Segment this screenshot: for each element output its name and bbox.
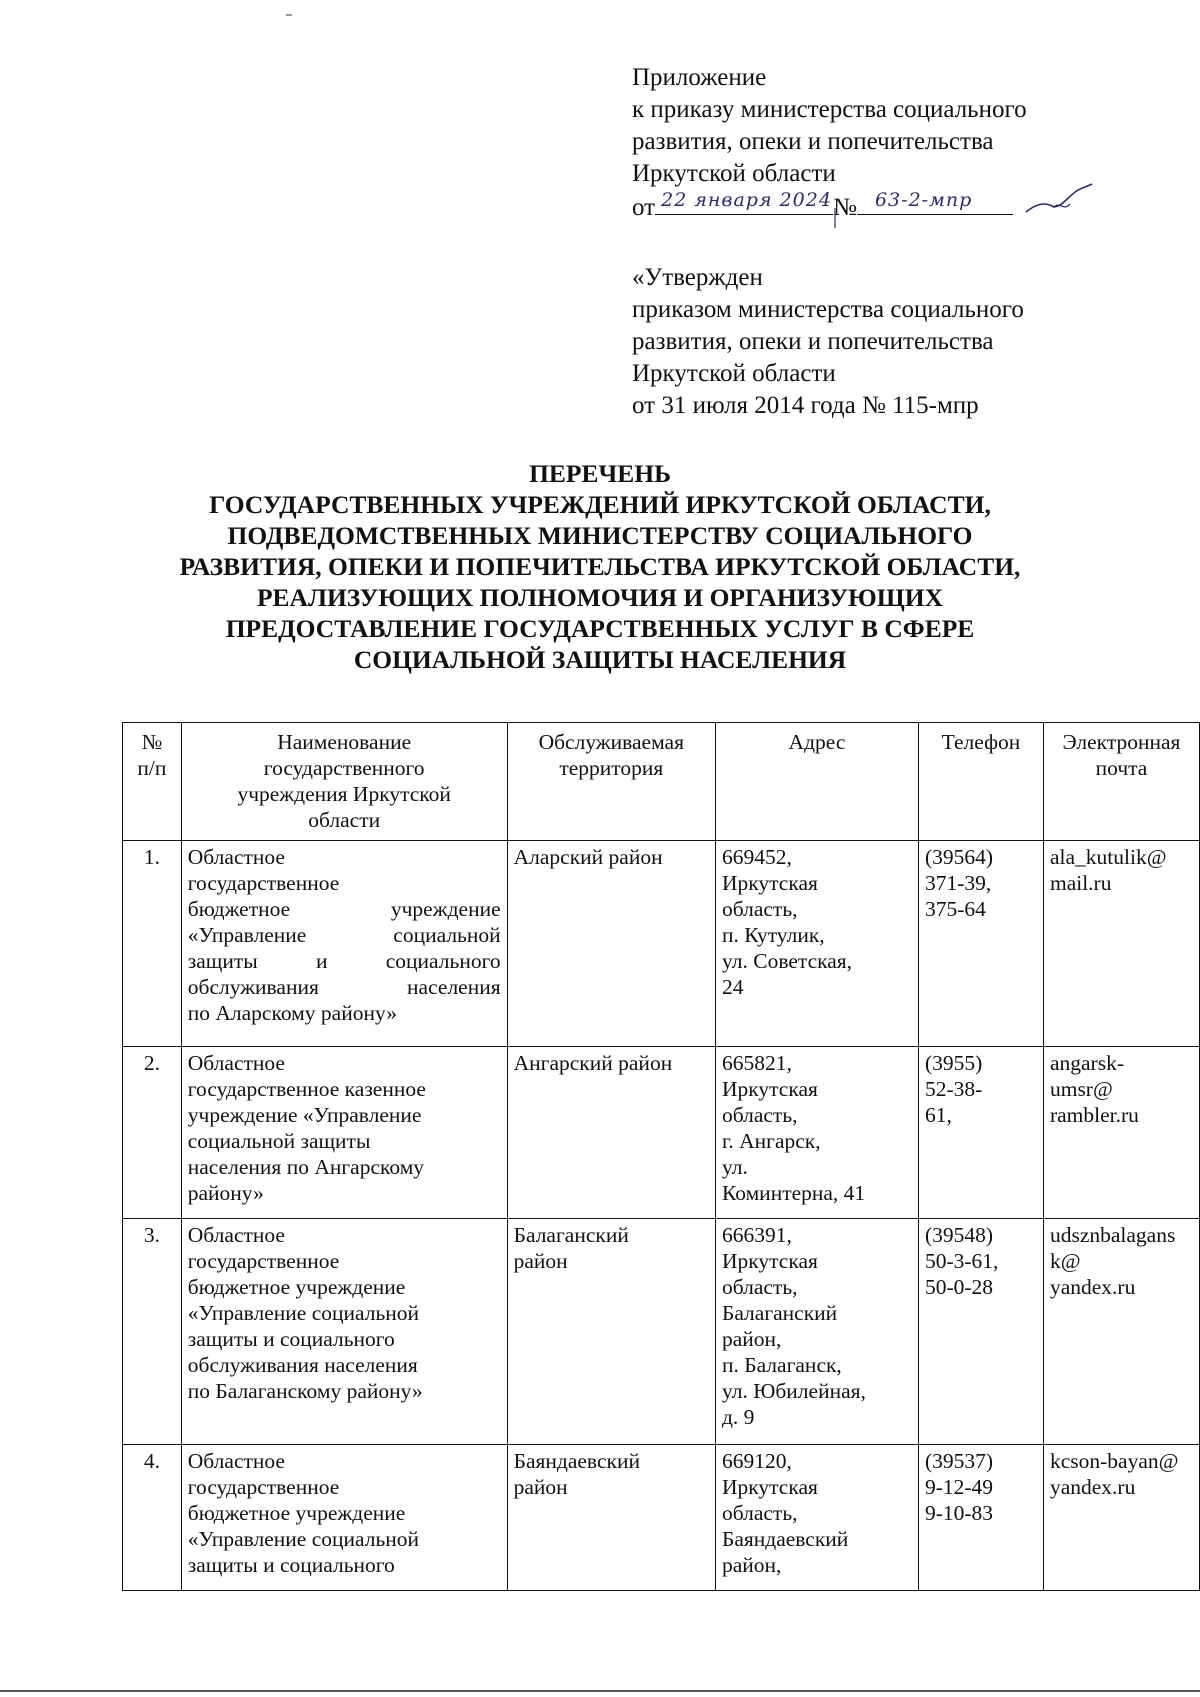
email-line: angarsk-: [1049, 1051, 1124, 1075]
cell-address: [715, 841, 918, 1047]
title-line: ПРЕДОСТАВЛЕНИЕ ГОСУДАРСТВЕННЫХ УСЛУГ В СФЕРЕ: [225, 614, 975, 643]
header-text: учреждения Иркутской: [237, 782, 451, 806]
phone-line: 61,: [924, 1103, 952, 1127]
name-line: государственное казенное: [187, 1077, 426, 1101]
header-phone: [918, 723, 1043, 841]
phone-line: 375-64: [924, 897, 986, 921]
cell-address: [715, 1219, 918, 1445]
date-underline: [655, 190, 833, 215]
number-underline: [857, 190, 1013, 215]
phone-line: (39537): [924, 1449, 994, 1473]
name-line: защиты и социального: [187, 1327, 395, 1351]
table-header-row: [123, 723, 1200, 841]
appendix-line: Приложение: [632, 64, 767, 91]
address-line: п. Кутулик,: [721, 923, 825, 947]
date-prefix: от: [632, 194, 656, 221]
header-text: №: [141, 730, 163, 754]
cell-territory: [507, 1445, 715, 1591]
name-line: государственное: [187, 871, 340, 895]
appendix-line: к приказу министерства социального: [632, 96, 1027, 123]
header-text: области: [308, 808, 381, 832]
email-line: yandex.ru: [1049, 1475, 1136, 1499]
cell-email: [1043, 1445, 1199, 1591]
email-line: umsr@: [1049, 1077, 1113, 1101]
address-line: п. Балаганск,: [721, 1353, 842, 1377]
table-row: [123, 1219, 1200, 1445]
territory-line: район: [513, 1475, 568, 1499]
name-line: «Управление социальной: [187, 1301, 420, 1325]
phone-line: (39548): [924, 1223, 994, 1247]
header-text: государственного: [263, 756, 425, 780]
cell-num: 4.: [123, 1445, 182, 1591]
name-line: Областное: [187, 1223, 285, 1247]
phone-line: 50-3-61,: [924, 1249, 999, 1273]
approved-line: «Утвержден: [632, 264, 763, 291]
name-line: району»: [187, 1181, 264, 1205]
address-line: ул. Юбилейная,: [721, 1379, 866, 1403]
address-line: Иркутская: [721, 1249, 818, 1273]
email-line: mail.ru: [1049, 871, 1112, 895]
email-line: ala_kutulik@: [1049, 845, 1167, 869]
cell-phone: [918, 841, 1043, 1047]
cell-name: [181, 1445, 507, 1591]
name-line: по Аларскому району»: [187, 1001, 397, 1025]
name-line: бюджетное учреждение: [187, 897, 501, 921]
header-text: Наименование: [277, 730, 412, 754]
cell-num: 3.: [123, 1219, 182, 1445]
cell-email: [1043, 841, 1199, 1047]
name-line: Областное: [187, 845, 285, 869]
address-line: 665821,: [721, 1051, 792, 1075]
approved-line: Иркутской области: [632, 360, 836, 387]
handwritten-number: 63-2-мпр: [874, 189, 973, 211]
email-line: udsznbalagans: [1049, 1223, 1176, 1247]
address-line: район,: [721, 1327, 782, 1351]
cell-name: [181, 841, 507, 1047]
header-text: почта: [1095, 756, 1148, 780]
address-line: д. 9: [721, 1405, 755, 1429]
approved-line: развития, опеки и попечительства: [632, 328, 994, 355]
address-line: область,: [721, 1103, 798, 1127]
table-row: [123, 1047, 1200, 1219]
name-line: бюджетное учреждение: [187, 1275, 406, 1299]
appendix-block: [632, 62, 1102, 222]
cell-territory: [507, 1047, 715, 1219]
address-line: Коминтерна, 41: [721, 1181, 866, 1205]
appendix-line: Иркутской области: [632, 160, 836, 187]
address-line: 669120,: [721, 1449, 792, 1473]
address-line: Балаганский: [721, 1301, 838, 1325]
phone-line: (39564): [924, 845, 994, 869]
title-line: ГОСУДАРСТВЕННЫХ УЧРЕЖДЕНИЙ ИРКУТСКОЙ ОБЛАСТИ,: [209, 490, 991, 519]
address-line: область,: [721, 1275, 798, 1299]
territory-line: Аларский район: [513, 845, 663, 869]
name-line: государственное: [187, 1475, 340, 1499]
scan-mark: [286, 14, 292, 16]
cell-email: [1043, 1219, 1199, 1445]
title-line: РАЗВИТИЯ, ОПЕКИ И ПОПЕЧИТЕЛЬСТВА ИРКУТСКОЙ ОБЛАСТИ,: [179, 552, 1021, 581]
cell-phone: [918, 1219, 1043, 1445]
phone-line: 371-39,: [924, 871, 992, 895]
cell-num: 1.: [123, 841, 182, 1047]
name-line: бюджетное учреждение: [187, 1501, 406, 1525]
address-line: ул.: [721, 1155, 748, 1179]
cell-phone: [918, 1047, 1043, 1219]
email-line: rambler.ru: [1049, 1103, 1139, 1127]
title-line: РЕАЛИЗУЮЩИХ ПОЛНОМОЧИЯ И ОРГАНИЗУЮЩИХ: [256, 583, 944, 612]
cell-address: [715, 1047, 918, 1219]
header-text: Адрес: [788, 730, 846, 754]
scan-edge-line: [0, 1690, 1200, 1692]
title-line: ПОДВЕДОМСТВЕННЫХ МИНИСТЕРСТВУ СОЦИАЛЬНОГО: [227, 521, 973, 550]
address-line: область,: [721, 897, 798, 921]
name-line: социальной защиты: [187, 1129, 371, 1153]
approved-line: приказом министерства социального: [632, 296, 1024, 323]
cell-email: [1043, 1047, 1199, 1219]
name-line: защиты и социального: [187, 949, 501, 973]
email-line: k@: [1049, 1249, 1081, 1273]
table-row: [123, 1445, 1200, 1591]
address-line: Иркутская: [721, 1077, 818, 1101]
approved-line: от 31 июля 2014 года № 115-мпр: [632, 392, 979, 419]
name-line: по Балаганскому району»: [187, 1379, 423, 1403]
header-num: [123, 723, 182, 841]
cell-phone: [918, 1445, 1043, 1591]
cell-territory: [507, 1219, 715, 1445]
number-prefix: №: [833, 194, 857, 221]
table-row: [123, 841, 1200, 1047]
cell-name: [181, 1047, 507, 1219]
name-line: обслуживания населения: [187, 1353, 418, 1377]
institutions-table: [122, 722, 1200, 1591]
email-line: kcson-bayan@: [1049, 1449, 1179, 1473]
territory-line: Ангарский район: [513, 1051, 673, 1075]
cell-territory: [507, 841, 715, 1047]
name-line: «Управление социальной: [187, 1527, 420, 1551]
name-line: учреждение «Управление: [187, 1103, 422, 1127]
address-line: район,: [721, 1553, 782, 1577]
header-address: [715, 723, 918, 841]
territory-line: Баяндаевский: [513, 1449, 640, 1473]
header-text: Электронная: [1062, 730, 1181, 754]
phone-line: (3955): [924, 1051, 983, 1075]
header-text: Обслуживаемая: [538, 730, 684, 754]
phone-line: 9-10-83: [924, 1501, 994, 1525]
name-line: Областное: [187, 1051, 285, 1075]
header-email: [1043, 723, 1199, 841]
phone-line: 52-38-: [924, 1077, 983, 1101]
cell-name: [181, 1219, 507, 1445]
address-line: 24: [721, 975, 744, 999]
handwritten-date: 22 января 2024: [661, 189, 832, 211]
address-line: Иркутская: [721, 871, 818, 895]
address-line: 669452,: [721, 845, 792, 869]
territory-line: Балаганский: [513, 1223, 629, 1247]
header-territory: [507, 723, 715, 841]
cell-num: 2.: [123, 1047, 182, 1219]
header-text: п/п: [137, 756, 167, 780]
name-line: населения по Ангарскому: [187, 1155, 425, 1179]
territory-line: район: [513, 1249, 568, 1273]
address-line: область,: [721, 1501, 798, 1525]
address-line: г. Ангарск,: [721, 1129, 821, 1153]
cell-address: [715, 1445, 918, 1591]
address-line: 666391,: [721, 1223, 792, 1247]
name-line: государственное: [187, 1249, 340, 1273]
phone-line: 9-12-49: [924, 1475, 994, 1499]
email-line: yandex.ru: [1049, 1275, 1136, 1299]
header-text: Телефон: [941, 730, 1021, 754]
name-line: «Управление социальной: [187, 923, 501, 947]
document-title: [120, 458, 1080, 675]
phone-line: 50-0-28: [924, 1275, 994, 1299]
name-line: защиты и социального: [187, 1553, 395, 1577]
address-line: ул. Советская,: [721, 949, 853, 973]
address-line: Баяндаевский: [721, 1527, 849, 1551]
name-line: обслуживания населения: [187, 975, 501, 999]
appendix-line: развития, опеки и попечительства: [632, 128, 994, 155]
order-date-number-line: [632, 190, 1102, 222]
title-line: ПЕРЕЧЕНЬ: [529, 459, 671, 488]
header-text: территория: [559, 756, 664, 780]
title-line: СОЦИАЛЬНОЙ ЗАЩИТЫ НАСЕЛЕНИЯ: [353, 645, 847, 674]
approved-block: [632, 262, 1102, 422]
name-line: Областное: [187, 1449, 285, 1473]
address-line: Иркутская: [721, 1475, 818, 1499]
header-name: [181, 723, 507, 841]
